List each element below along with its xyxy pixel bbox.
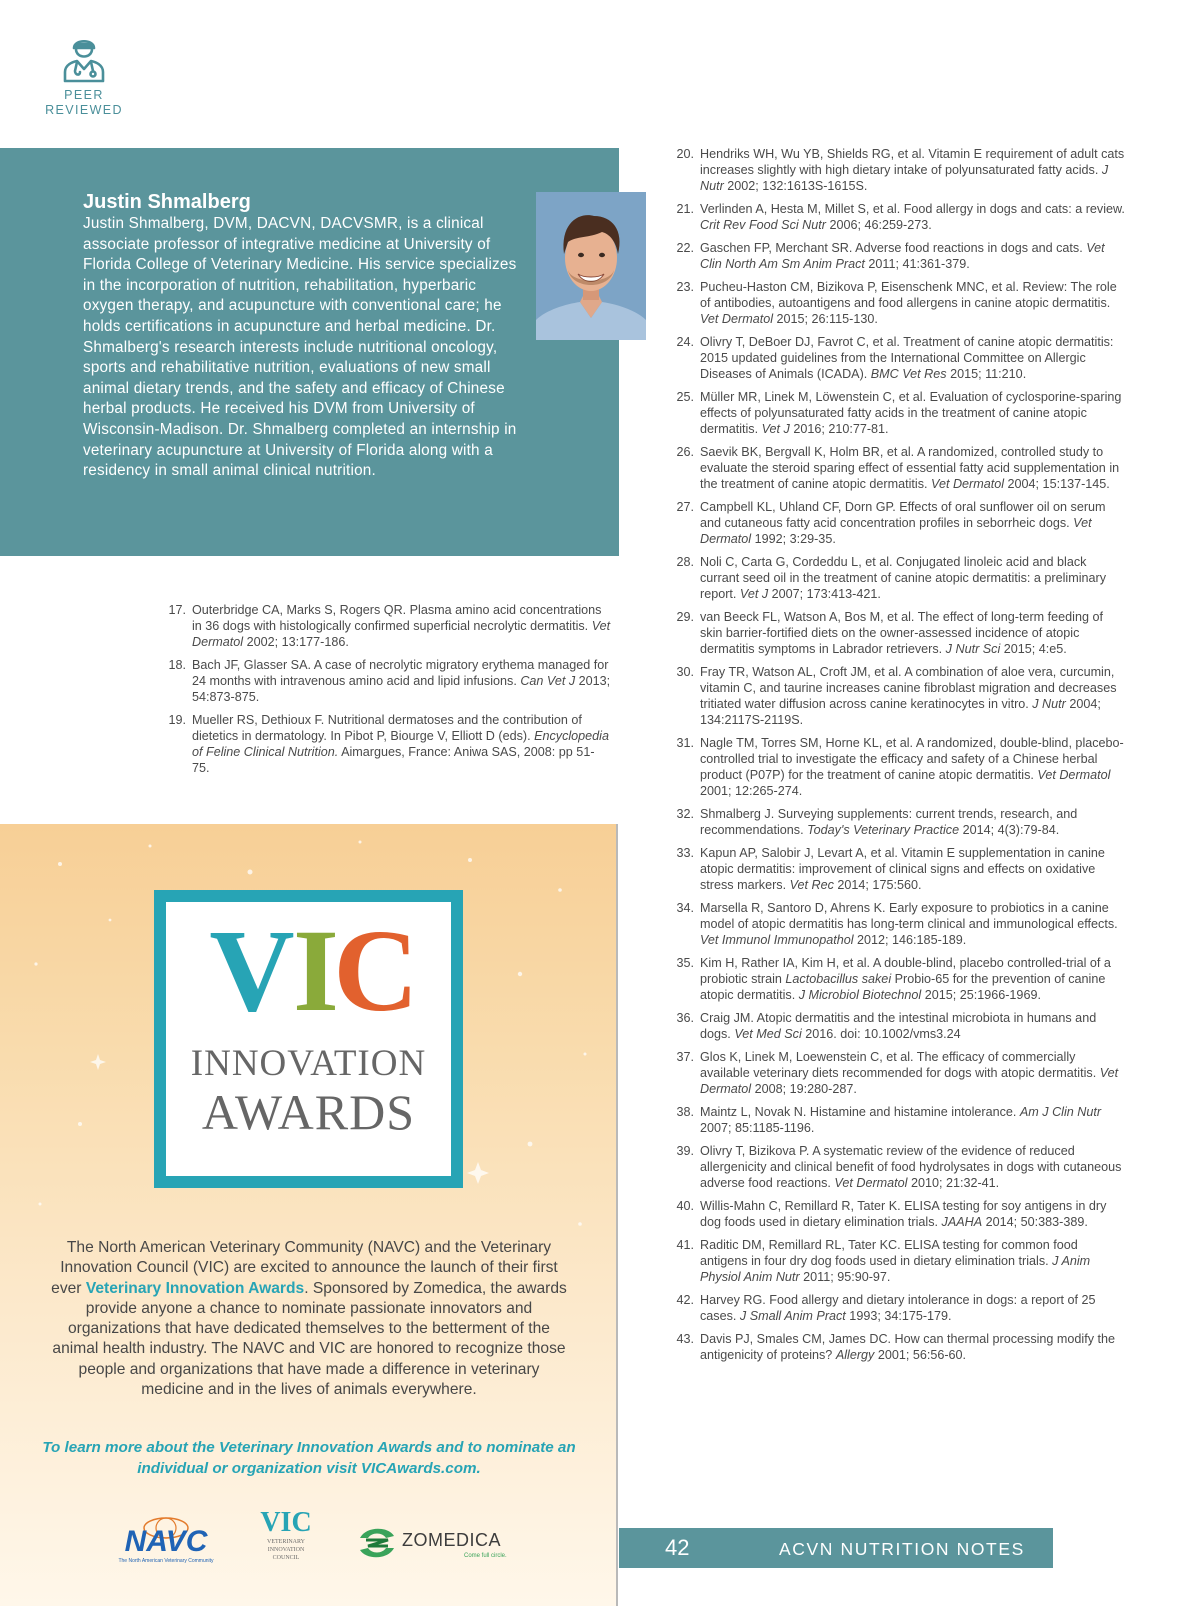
reference-item: 39. Olivry T, Bizikova P. A systematic review of the evidence of reduced allergenicity and clinical benefit of food hydrolysates in dogs with cutaneous adverse food reactions. Vet Dermatol 2010; 21:32-41. [676,1144,1122,1190]
zomedica-tagline: Come full circle. [464,1553,507,1559]
reference-item: 20. Hendriks WH, Wu YB, Shields RG, et al. Vitamin E requirement of adult cats increases slightly with high dietary intake of polyunsaturated fatty acids. J Nutr 2002; 132:1613S-1615S. [676,147,1125,193]
vic-small-line-1: VETERINARY [267,1539,305,1545]
svg-text:C: C [333,905,419,1022]
zomedica-mark-icon [356,1526,398,1560]
reference-item: 34. Marsella R, Santoro D, Ahrens K. Early exposure to probiotics in a canine model of atopic dermatitis has long-term clinical and immunological effects. Vet Immunol Immunopathol 2012; 146:185-189. [676,901,1118,947]
zomedica-logo-text: ZOMEDICA [402,1530,502,1550]
references-right-column [676,146,1126,1370]
author-bio-box [0,148,619,556]
ad-call-to-action[interactable]: To learn more about the Veterinary Innovation Awards and to nominate an individual or organization visit VICAwards.com. [42,1439,576,1477]
reference-item: 41. Raditic DM, Remillard RL, Tater KC. ELISA testing for common food antigens in four dry dog foods used in dietary elimination trials. J Anim Physiol Anim Nutr 2011; 95:90-97. [676,1238,1091,1284]
reference-item: 22. Gaschen FP, Merchant SR. Adverse food reactions in dogs and cats. Vet Clin North Am Sm Anim Pract 2011; 41:361-379. [676,241,1105,271]
logo-innovation-text: INNOVATION [190,1043,427,1084]
reference-item: 24. Olivry T, DeBoer DJ, Favrot C, et al. Treatment of canine atopic dermatitis: 2015 updated guidelines from the International Committee on Allergic Diseases of Animals (ICADA). BMC Vet Res 2015; 11:210. [676,335,1114,381]
reference-item: 30. Fray TR, Watson AL, Croft JM, et al. A combination of aloe vera, curcumin, vitamin C, and taurine increases canine fibroblast migration and decreases tritiated water diffusion across canine keratinocytes in vitro. J Nutr 2004; 134:2117S-2119S. [676,665,1117,727]
doctor-icon [61,34,107,84]
reference-item: 40. Willis-Mahn C, Remillard R, Tater K. ELISA testing for soy antigens in dry dog foods used in dietary elimination trials. JAAHA 2014; 50:383-389. [676,1199,1107,1229]
vic-awards-logo [154,890,463,1188]
reference-item: 25. Müller MR, Linek M, Löwenstein C, et al. Evaluation of cyclosporine-sparing effects of polyunsaturated fatty acids in the treatment of canine atopic dermatitis. Vet J 2016; 210:77-81. [676,390,1122,436]
vic-small-line-3: COUNCIL [272,1555,300,1561]
reference-item: 38. Maintz L, Novak N. Histamine and histamine intolerance. Am J Clin Nutr 2007; 85:1185-1196. [676,1105,1102,1135]
reference-item: 19. Mueller RS, Dethioux F. Nutritional dermatoses and the contribution of dietetics in dermatology. In Pibot P, Biourge V, Elliott D (eds). Encyclopedia of Feline Clinical Nutrition. Aimargues, France: Aniwa SAS, 2008: pp 51-75. [168,713,609,775]
references-left-column [168,602,612,783]
navc-logo [112,1514,220,1570]
badge-line-peer: PEER [64,88,104,102]
reference-item: 37. Glos K, Linek M, Loewenstein C, et al. The efficacy of commercially available veterinary diets recommended for dogs with atopic dermatitis. Vet Dermatol 2008; 19:280-287. [676,1050,1119,1096]
author-text [83,190,528,482]
reference-item: 18. Bach JF, Glasser SA. A case of necrolytic migratory erythema managed for 24 months with intravenous amino acid and lipid infusions. Can Vet J 2013; 54:873-875. [168,658,611,704]
author-name: Justin Shmalberg [83,191,251,213]
reference-item: 27. Campbell KL, Uhland CF, Dorn GP. Effects of oral sunflower oil on serum and cutaneous fatty acid concentration profiles in seborrheic dogs. Vet Dermatol 1992; 3:29-35. [676,500,1106,546]
reference-item: 32. Shmalberg J. Surveying supplements: current trends, research, and recommendations. Today's Veterinary Practice 2014; 4(3):79-84. [676,807,1078,837]
reference-item: 43. Davis PJ, Smales CM, James DC. How can thermal processing modify the antigenicity of proteins? Allergy 2001; 56:56-60. [676,1332,1116,1362]
navc-logo-subtitle: The North American Veterinary Community [118,1558,214,1564]
publication-name: ACVN NUTRITION NOTES [779,1539,1025,1559]
badge-line-reviewed: REVIEWED [45,103,123,117]
ad-body-text: The North American Veterinary Community (NAVC) and the Veterinary Innovation Council (VIC) are excited to announce the launch of their first ever Veterinary Innovation Awards. Sponsored by Zomedica, the awards provide anyone a chance to nominate passionate innovators and organizations that have dedicated themselves to the betterment of the animal health industry. The NAVC and VIC are honored to recognize those people and organizations that have made a difference in veterinary medicine and in the lives of animals everywhere. [51,1239,567,1399]
reference-item: 35. Kim H, Rather IA, Kim H, et al. A double-blind, placebo controlled-trial of a probiotic strain Lactobacillus sakei Probio-65 for the prevention of canine atopic dermatitis. J Microbiol Biotechnol 2015; 25:1966-1969. [676,956,1111,1002]
ad-border-line [616,824,618,1606]
peer-reviewed-badge [38,34,130,118]
author-photo [536,192,646,340]
reference-item: 42. Harvey RG. Food allergy and dietary intolerance in dogs: a report of 25 cases. J Small Anim Pract 1993; 34:175-179. [676,1293,1096,1323]
reference-item: 33. Kapun AP, Salobir J, Levart A, et al. Vitamin E supplementation in canine atopic dermatitis: improvement of clinical signs and effects on oxidative stress markers. Vet Rec 2014; 175:560. [676,846,1105,892]
reference-item: 17. Outerbridge CA, Marks S, Rogers QR. Plasma amino acid concentrations in 36 dogs with histologically confirmed superficial necrolytic dermatitis. Vet Dermatol 2002; 13:177-186. [168,603,611,649]
vic-small-letters: VIC [260,1507,312,1538]
veterinary-innovation-awards-link[interactable]: Veterinary Innovation Awards [85,1279,305,1297]
vic-small-line-2: INNOVATION [267,1547,305,1553]
svg-text:I: I [293,905,339,1022]
navc-logo-text: NAVC [124,1525,208,1558]
vic-logo-letters [166,902,451,1022]
vic-awards-advertisement [0,824,618,1606]
reference-item: 23. Pucheu-Haston CM, Bizikova P, Eisenschenk MNC, et al. Review: The role of antibodies, autoantigens and food allergens in canine atopic dermatitis. Vet Dermatol 2015; 26:115-130. [676,280,1117,326]
author-bio: Justin Shmalberg, DVM, DACVN, DACVSMR, is a clinical associate professor of integrative medicine at University of Florida College of Veterinary Medicine. His service specializes in the incorporation of nutrition, rehabilitation, hyperbaric oxygen therapy, and acupuncture with conventional care; he holds certifications in acupuncture and herbal medicine. Dr. Shmalberg's research interests include nutritional oncology, sports and rehabilitative nutrition, evaluations of new small animal dietary trends, and the safety and efficacy of Chinese herbal products. He received his DVM from University of Wisconsin-Madison. Dr. Shmalberg completed an internship in veterinary acupuncture at University of Florida along with a residency in small animal clinical nutrition. [83,215,517,480]
reference-item: 31. Nagle TM, Torres SM, Horne KL, et al. A randomized, double-blind, placebo-controlled trial to investigate the efficacy and safety of a Chinese herbal product (P07P) for the treatment of canine atopic dermatitis. Vet Dermatol 2001; 12:265-274. [676,736,1124,798]
reference-item: 26. Saevik BK, Bergvall K, Holm BR, et al. A randomized, controlled study to evaluate the steroid sparing effect of essential fatty acid supplementation in the treatment of canine atopic dermatitis. Vet Dermatol 2004; 15:137-145. [676,445,1120,491]
reference-item: 21. Verlinden A, Hesta M, Millet S, et al. Food allergy in dogs and cats: a review. Crit Rev Food Sci Nutr 2006; 46:259-273. [676,202,1125,232]
svg-text:V: V [209,905,295,1022]
page-number: 42 [665,1535,690,1560]
reference-item: 28. Noli C, Carta G, Cordeddu L, et al. Conjugated linoleic acid and black currant seed oil in the treatment of canine atopic dermatitis: a preliminary report. Vet J 2007; 173:413-421. [676,555,1106,601]
vic-council-logo [254,1508,318,1578]
reference-item: 36. Craig JM. Atopic dermatitis and the intestinal microbiota in humans and dogs. Vet Med Sci 2016. doi: 10.1002/vms3.24 [676,1011,1097,1041]
reference-item: 29. van Beeck FL, Watson A, Bos M, et al. The effect of long-term feeding of skin barrier-fortified diets on the owner-assessed incidence of atopic dermatitis symptoms in Labrador retrievers. J Nutr Sci 2015; 4:e5. [676,610,1103,656]
page-footer [619,1528,1053,1568]
logo-awards-text: AWARDS [201,1084,416,1140]
zomedica-logo [356,1524,516,1564]
